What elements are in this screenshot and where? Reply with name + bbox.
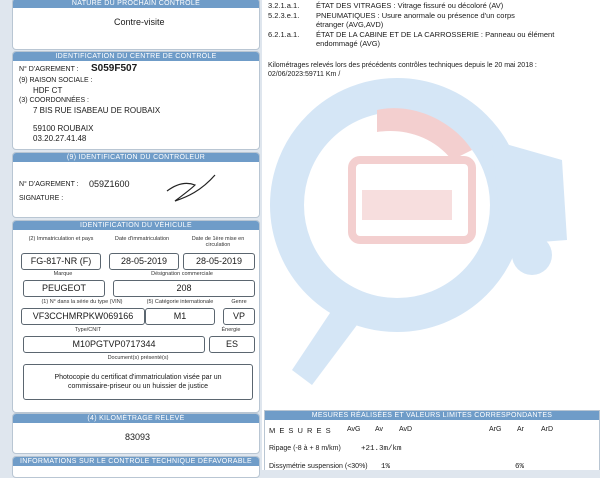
mileage-history-line2: 02/06/2023:59711 Km / — [268, 71, 341, 78]
watermark-magnifier-car-icon — [262, 40, 600, 400]
vehicle-header: IDENTIFICATION DU VÉHICULE — [13, 221, 259, 230]
designation-box: 208 — [113, 280, 255, 297]
documents-label: Document(s) présenté(s) — [107, 355, 169, 361]
center-card — [12, 51, 260, 150]
type-box: M10PGTVP0717344 — [23, 336, 205, 353]
controller-signature-label: SIGNATURE : — [19, 195, 64, 202]
defect-text: ÉTAT DE LA CABINE ET DE LA CARROSSERIE : Panneau ou élément endommagé (AVG) — [316, 30, 555, 48]
documents-value: Photocopie du certificat d'immatriculation visée par un commissaire-priseur ou un huissier de justice — [54, 374, 222, 390]
right-column — [262, 0, 600, 470]
date-immat-box: 28-05-2019 — [109, 253, 179, 270]
col-ard: ArD — [541, 426, 554, 433]
vehicle-card — [12, 220, 260, 413]
date-first-box: 28-05-2019 — [183, 253, 255, 270]
measures-card — [264, 410, 600, 470]
left-column — [8, 0, 262, 470]
next-visit-header: NATURE DU PROCHAIN CONTRÔLE — [13, 0, 259, 8]
defect-item — [268, 11, 594, 29]
defect-text: PNEUMATIQUES : Usure anormale ou présence d'un corps étranger (AVG,AVD) — [316, 11, 515, 29]
center-raison-value: HDF CT — [33, 86, 63, 95]
mileage-history-line1: Kilométrages relevés lors des précédents contrôles techniques depuis le 20 mai 2018 : — [268, 62, 537, 69]
center-header: IDENTIFICATION DU CENTRE DE CONTRÔLE — [13, 52, 259, 61]
vin-label: (1) N° dans la série du type (VIN) — [41, 299, 123, 305]
defects-list — [268, 1, 594, 48]
center-address1: 7 BIS RUE ISABEAU DE ROUBAIX — [33, 106, 161, 115]
controller-header: (9) IDENTIFICATION DU CONTRÔLEUR — [13, 153, 259, 162]
energie-label: Énergie — [221, 327, 241, 333]
controller-agrement-label: N° D'AGREMENT : — [19, 181, 79, 188]
immat-box: FG-817-NR (F) — [21, 253, 101, 270]
genre-label: Genre — [231, 299, 247, 305]
center-agrement-value: S059F507 — [91, 63, 138, 74]
categorie-label: (5) Catégorie internationale — [146, 299, 214, 305]
info-footer-card — [12, 456, 260, 478]
center-raison-label: (9) RAISON SOCIALE : — [19, 77, 93, 84]
measure-row-value: 1% — [381, 463, 391, 470]
documents-box — [23, 364, 253, 400]
col-arg: ArG — [489, 426, 502, 433]
col-avg: AvG — [347, 426, 361, 433]
next-visit-card — [12, 0, 260, 50]
mileage-card — [12, 413, 260, 454]
center-phone: 03.20.27.41.48 — [33, 134, 87, 143]
info-footer-header: INFORMATIONS SUR LE CONTRÔLE TECHNIQUE DÉFAVORABLE — [13, 457, 259, 466]
designation-label: Désignation commerciale — [151, 271, 213, 277]
center-agrement-label: N° D'AGREMENT : — [19, 66, 79, 73]
measure-row-label: Dissymétrie suspension (<30%) — [269, 463, 368, 470]
defect-item — [268, 1, 594, 10]
mileage-history — [268, 61, 594, 79]
defect-code: 3.2.1.a.1. — [268, 1, 300, 10]
signature-scribble — [161, 171, 221, 205]
type-label: Type/CNIT — [74, 327, 102, 333]
controller-agrement-value: 059Z1600 — [89, 179, 130, 189]
defect-code: 6.2.1.a.1. — [268, 30, 300, 39]
categorie-box: M1 — [145, 308, 215, 325]
measure-row-value: 6% — [515, 463, 525, 470]
immat-label: (2) Immatriculation et pays — [28, 236, 94, 242]
vin-box: VF3CCHMRPKW069166 — [21, 308, 145, 325]
measures-header: MESURES RÉALISÉES ET VALEURS LIMITES CORRESPONDANTES — [265, 411, 599, 420]
defect-text: ÉTAT DES VITRAGES : Vitrage fissuré ou décoloré (AV) — [316, 1, 504, 10]
measure-row-label: Ripage (-8 à + 8 m/km) — [269, 445, 341, 452]
marque-box: PEUGEOT — [23, 280, 105, 297]
date-immat-label: Date d'immatriculation — [114, 236, 170, 242]
measures-col-label: M E S U R E S — [269, 426, 332, 435]
center-address2: 59100 ROUBAIX — [33, 124, 94, 133]
col-ar: Ar — [517, 426, 524, 433]
measure-row-value: +21.3m/km — [361, 445, 402, 453]
next-visit-value: Contre-visite — [114, 17, 165, 27]
center-coord-label: (3) COORDONNÉES : — [19, 97, 90, 104]
col-avd: AvD — [399, 426, 413, 433]
mileage-value: 83093 — [125, 432, 151, 442]
marque-label: Marque — [53, 271, 73, 277]
mileage-header: (4) KILOMÉTRAGE RELEVÉ — [13, 414, 259, 423]
energie-box: ES — [209, 336, 255, 353]
date-first-label: Date de 1ère mise en circulation — [191, 236, 245, 248]
controller-card — [12, 152, 260, 218]
defect-code: 5.2.3.e.1. — [268, 11, 300, 20]
col-av: Av — [375, 426, 384, 433]
defect-item — [268, 30, 594, 48]
genre-box: VP — [223, 308, 255, 325]
